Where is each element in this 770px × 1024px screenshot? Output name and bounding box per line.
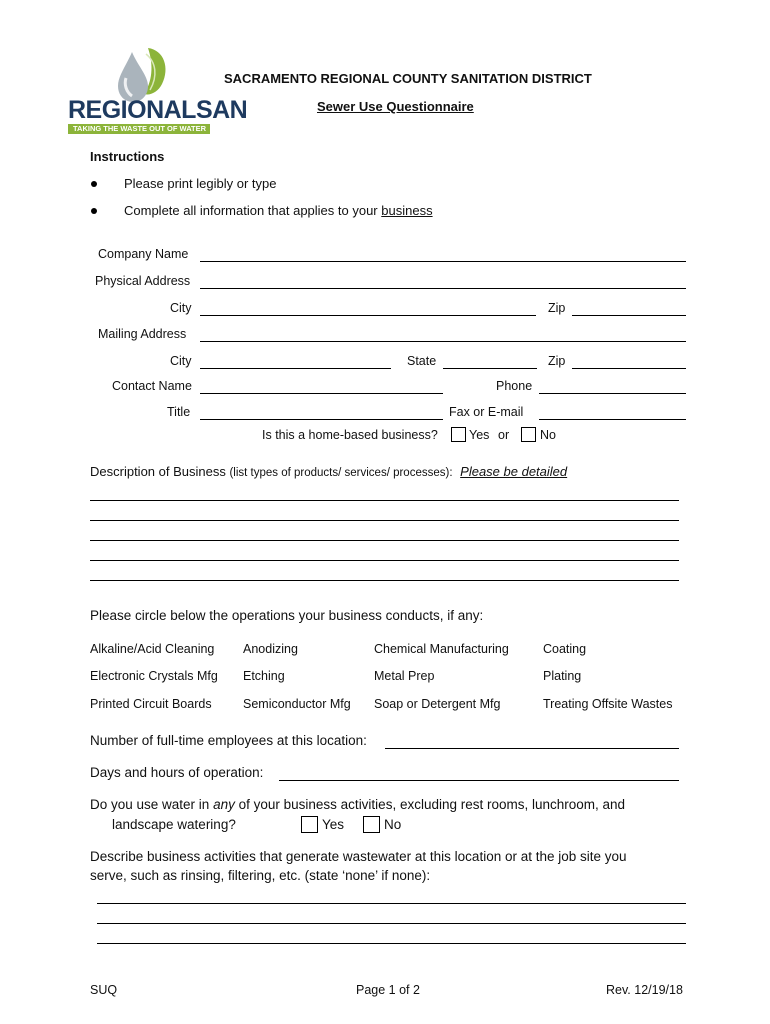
logo-tagline: TAKING THE WASTE OUT OF WATER <box>73 124 207 133</box>
operation-item[interactable]: Printed Circuit Boards <box>90 697 212 711</box>
instruction-text: Complete all information that applies to your <box>124 203 378 218</box>
employees-field[interactable] <box>385 748 679 749</box>
water-yes-checkbox[interactable] <box>301 816 318 833</box>
operation-item[interactable]: Treating Offsite Wastes <box>543 697 673 711</box>
mailing-address-field[interactable] <box>200 341 686 342</box>
description-label: Description of Business <box>90 464 226 479</box>
operation-item[interactable]: Plating <box>543 669 582 683</box>
bullet-icon <box>91 208 97 214</box>
operation-item[interactable]: Coating <box>543 642 587 656</box>
regional-san-logo <box>66 44 248 136</box>
zip-label: Zip <box>548 354 566 368</box>
water-yes-label: Yes <box>322 817 345 832</box>
description-line[interactable] <box>90 500 679 501</box>
page-title: SACRAMENTO REGIONAL COUNTY SANITATION DISTRICT <box>224 71 592 86</box>
fax-email-label: Fax or E-mail <box>449 405 524 419</box>
operation-item[interactable]: Metal Prep <box>374 669 435 683</box>
employees-question: Number of full-time employees at this location: <box>90 733 367 748</box>
form-subtitle: Sewer Use Questionnaire <box>317 99 474 114</box>
zip-label: Zip <box>548 301 566 315</box>
fax-email-field[interactable] <box>539 419 686 420</box>
logo-wordmark: REGIONALSAN <box>68 96 248 124</box>
operation-item[interactable]: Etching <box>243 669 285 683</box>
title-field[interactable] <box>200 419 443 420</box>
mailing-address-label: Mailing Address <box>98 327 187 341</box>
instruction-item: Please print legibly or type <box>124 176 277 191</box>
footer-revision: Rev. 12/19/18 <box>606 983 683 997</box>
physical-zip-field[interactable] <box>572 315 686 316</box>
wastewater-question-line1: Describe business activities that generate wastewater at this location or at the job site you <box>90 849 627 864</box>
yes-label: Yes <box>469 428 490 442</box>
wastewater-line[interactable] <box>97 943 686 944</box>
logo-tagline-bar <box>68 124 210 134</box>
description-line[interactable] <box>90 520 679 521</box>
water-question-any: any <box>213 797 235 812</box>
city-label: City <box>170 301 192 315</box>
water-question-line2: landscape watering? <box>112 817 236 832</box>
or-label: or <box>498 428 510 442</box>
home-based-question: Is this a home-based business? <box>262 428 438 442</box>
water-question-post: of your business activities, excluding rest rooms, lunchroom, and <box>238 797 626 812</box>
footer-form-code: SUQ <box>90 983 118 997</box>
title-label: Title <box>167 405 191 419</box>
operation-item[interactable]: Soap or Detergent Mfg <box>374 697 501 711</box>
operation-item[interactable]: Semiconductor Mfg <box>243 697 351 711</box>
phone-field[interactable] <box>539 393 686 394</box>
operation-item[interactable]: Anodizing <box>243 642 298 656</box>
water-question <box>90 798 625 812</box>
water-question-pre: Do you use water in <box>90 797 210 812</box>
city-label: City <box>170 354 192 368</box>
description-line[interactable] <box>90 580 679 581</box>
operation-item[interactable]: Alkaline/Acid Cleaning <box>90 642 215 656</box>
state-label: State <box>407 354 437 368</box>
phone-label: Phone <box>496 379 533 393</box>
instructions-heading: Instructions <box>90 149 165 164</box>
mailing-city-field[interactable] <box>200 368 391 369</box>
footer-page-number: Page 1 of 2 <box>356 983 420 997</box>
wastewater-question-line2: serve, such as rinsing, filtering, etc. (state ‘none’ if none): <box>90 868 431 883</box>
wastewater-line[interactable] <box>97 903 686 904</box>
instruction-item <box>124 204 433 218</box>
description-label-row <box>90 465 567 480</box>
physical-address-label: Physical Address <box>95 274 191 288</box>
business-word: business <box>381 203 433 218</box>
description-line[interactable] <box>90 560 679 561</box>
water-no-checkbox[interactable] <box>363 816 380 833</box>
physical-address-field[interactable] <box>200 288 686 289</box>
contact-name-field[interactable] <box>200 393 443 394</box>
home-based-no-checkbox[interactable] <box>521 427 536 442</box>
no-label: No <box>540 428 556 442</box>
description-hint: (list types of products/ services/ processes): <box>229 467 453 479</box>
description-emphasis: Please be detailed <box>460 464 568 479</box>
company-name-label: Company Name <box>98 247 189 261</box>
water-no-label: No <box>384 817 402 832</box>
company-name-field[interactable] <box>200 261 686 262</box>
bullet-icon <box>91 181 97 187</box>
operations-prompt: Please circle below the operations your business conducts, if any: <box>90 608 484 623</box>
wastewater-line[interactable] <box>97 923 686 924</box>
mailing-state-field[interactable] <box>443 368 537 369</box>
operation-item[interactable]: Chemical Manufacturing <box>374 642 509 656</box>
description-line[interactable] <box>90 540 679 541</box>
hours-field[interactable] <box>279 780 679 781</box>
physical-city-field[interactable] <box>200 315 536 316</box>
home-based-yes-checkbox[interactable] <box>451 427 466 442</box>
contact-name-label: Contact Name <box>112 379 192 393</box>
mailing-zip-field[interactable] <box>572 368 686 369</box>
operation-item[interactable]: Electronic Crystals Mfg <box>90 669 218 683</box>
hours-question: Days and hours of operation: <box>90 765 264 780</box>
